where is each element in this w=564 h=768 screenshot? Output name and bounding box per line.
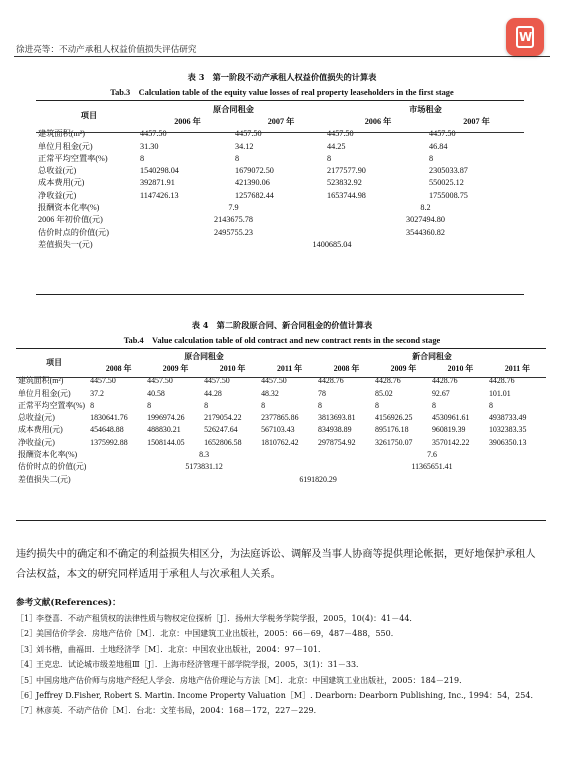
cell-value: 4938733.49 — [488, 413, 527, 423]
table-row — [18, 448, 546, 460]
row-label: 净收益(元) — [38, 190, 77, 200]
cell-value: 48.32 — [261, 388, 279, 398]
reference-number: ［3］ — [16, 644, 38, 654]
cell-value: 44.28 — [204, 388, 222, 398]
row-label: 正常平均空置率(%) — [38, 153, 108, 163]
cell-value: 78 — [318, 388, 326, 398]
table-row — [18, 399, 546, 411]
table-row — [38, 189, 524, 201]
cell-value: 454648.88 — [90, 425, 124, 435]
reference-number: ［1］ — [16, 614, 38, 623]
cell-value: 2179054.22 — [204, 413, 242, 423]
cell-value: 4457.50 — [261, 376, 287, 386]
table-row — [38, 128, 524, 140]
cell-value: 4457.50 — [90, 376, 116, 386]
merged-value: 3027494.80 — [406, 215, 445, 225]
references-list — [16, 611, 556, 719]
reference-number: ［2］ — [16, 629, 38, 639]
cell-value: 8 — [429, 153, 434, 163]
table4-bottom-rule — [16, 520, 546, 521]
cell-value: 834938.89 — [318, 425, 352, 435]
merged-value: 8.2 — [420, 203, 431, 213]
table4-caption-cn: 表 4 第二阶段原合同、新合同租金的价值计算表 — [191, 320, 373, 330]
cell-value: 85.02 — [375, 388, 393, 398]
reference-text: Jeffrey D.Fisher, Robert S. Martin. Income Property Valuation［M］. Dearborn: Dearborn Publishing, Inc., 1994：54，254． — [36, 691, 539, 701]
cell-value: 895176.18 — [375, 425, 409, 435]
cell-value: 550025.12 — [429, 178, 464, 188]
cell-value: 8 — [204, 400, 209, 410]
table3-year: 2006 年 — [364, 116, 392, 126]
table4-header-rule — [16, 377, 546, 378]
cell-value: 421390.06 — [235, 178, 270, 188]
table4-year: 2011 年 — [504, 363, 531, 373]
cell-value: 4457.50 — [204, 376, 230, 386]
row-label: 建筑面积(m²) — [38, 129, 86, 139]
body-paragraph: 违约损失中的确定和不确定的利益损失相区分，为法庭诉讼、调解及当事人协商等提供理论帐据，更好地保护承租人合法权益，本文的研究同样适用于承租人与次承租人关系。 — [16, 549, 536, 580]
table3-year: 2007 年 — [267, 116, 295, 126]
cell-value: 46.84 — [429, 141, 448, 151]
table-row — [38, 238, 524, 250]
cell-value: 4428.76 — [318, 376, 344, 386]
row-label: 报酬资本化率(%) — [38, 203, 100, 213]
cell-value: 526247.64 — [204, 425, 238, 435]
merged-value: 11365651.41 — [411, 462, 453, 472]
row-label: 单位月租金(元) — [18, 388, 71, 398]
cell-value: 92.67 — [431, 388, 450, 398]
table4-year: 2008 年 — [105, 363, 132, 373]
cell-value: 2978754.92 — [318, 437, 356, 447]
cell-value: 960819.39 — [431, 425, 466, 435]
cell-value: 8 — [488, 400, 493, 410]
cell-value: 1679072.50 — [235, 166, 274, 176]
cell-value: 2305033.87 — [429, 166, 468, 176]
table3-item-header: 项目 — [80, 110, 98, 120]
table4-top-rule — [16, 348, 546, 349]
table-row — [18, 387, 546, 399]
merged-value: 5173831.12 — [185, 462, 223, 472]
cell-value: 4156926.25 — [375, 413, 413, 423]
cell-value: 40.58 — [147, 388, 165, 398]
cell-value: 4428.76 — [375, 376, 401, 386]
table3-header-rule — [36, 132, 524, 133]
reference-item — [16, 657, 556, 672]
table3-caption-en: Tab.3 Calculation table of the equity value losses of real property leaseholders in the first stage — [110, 88, 454, 97]
diff-value: 6191820.29 — [299, 474, 337, 484]
table-row — [38, 140, 524, 152]
running-header: 徐进亮等：不动产承租人权益价值损失评估研究 — [16, 45, 197, 55]
table-row — [18, 424, 546, 436]
cell-value: 4530961.61 — [431, 413, 470, 423]
table4-year: 2011 年 — [276, 363, 303, 373]
cell-value: 8 — [140, 153, 145, 163]
row-label: 建筑面积(m²) — [18, 376, 64, 386]
cell-value: 1755008.75 — [429, 190, 468, 200]
table4-year: 2009 年 — [162, 363, 189, 373]
row-label: 成本费用(元) — [18, 425, 63, 435]
cell-value: 2377865.86 — [261, 413, 299, 423]
cell-value: 2177577.90 — [327, 166, 366, 176]
table4-group1: 原合同租金 — [184, 351, 224, 361]
cell-value: 1032383.35 — [488, 425, 527, 435]
cell-value: 8 — [375, 400, 379, 410]
row-label: 正常平均空置率(%) — [18, 400, 86, 410]
reference-item — [16, 673, 556, 688]
diff-label: 差值损失二(元) — [18, 474, 71, 484]
diff-label: 差值损失一(元) — [38, 239, 93, 249]
table3-group2: 市场租金 — [409, 104, 442, 114]
row-label: 净收益(元) — [18, 437, 55, 447]
cell-value: 8 — [147, 400, 152, 410]
cell-value: 4428.76 — [431, 376, 458, 386]
cell-value: 1147426.13 — [140, 190, 179, 200]
table3-group1: 原合同租金 — [213, 104, 254, 114]
reference-text: 中国房地产估价师与房地产经纪人学会．房地产估价理论与方法［M］．北京：中国建筑工业出版社，2005：184－219． — [36, 675, 468, 685]
row-label: 2006 年初价值(元) — [38, 215, 103, 225]
table4-item-header: 项目 — [46, 357, 62, 367]
row-label: 估价时点的价值(元) — [18, 462, 87, 472]
cell-value: 3570142.22 — [431, 437, 470, 447]
reference-item — [16, 611, 556, 626]
cell-value: 1540298.04 — [140, 166, 179, 176]
reference-text: 李登喜．不动产租赁权的法律性质与物权定位探析［J］．扬州大学税务学院学报，2005，10(4)：41－44． — [36, 614, 418, 623]
cell-value: 1653744.98 — [327, 190, 366, 200]
table-row — [38, 152, 524, 164]
table4-group2: 新合同租金 — [412, 351, 452, 361]
cell-value: 8 — [261, 400, 266, 410]
diff-value: 1400685.04 — [312, 239, 352, 249]
cell-value: 101.01 — [488, 388, 511, 398]
row-label: 报酬资本化率(%) — [18, 450, 78, 460]
reference-text: 王克忠．试论城市级差地租Ⅲ［J］．上海市经济管理干部学院学报，2005，3(1)：31－33． — [36, 660, 365, 670]
row-label: 总收益(元) — [18, 413, 55, 423]
cell-value: 8 — [235, 153, 240, 163]
merged-value: 3544360.82 — [406, 227, 445, 237]
cell-value: 1652806.58 — [204, 437, 242, 447]
cell-value: 1810762.42 — [261, 437, 299, 447]
reference-item — [16, 703, 556, 718]
table3-bottom-rule — [36, 294, 524, 295]
cell-value: 488830.21 — [147, 425, 181, 435]
table-row — [38, 164, 524, 176]
cell-value: 8 — [318, 400, 322, 410]
row-label: 估价时点的价值(元) — [38, 227, 109, 237]
reference-text: 刘书楷，曲福田．土地经济学［M］．北京：中国农业出版社，2004：97－101． — [36, 644, 326, 654]
merged-value: 2143675.78 — [214, 215, 253, 225]
cell-value: 1375992.88 — [90, 437, 128, 447]
row-label: 总收益(元) — [38, 166, 77, 176]
cell-value: 4457.50 — [140, 129, 167, 139]
header-rule — [14, 56, 550, 57]
table4 — [18, 350, 546, 485]
table-row — [18, 411, 546, 423]
table-row — [38, 201, 524, 213]
table4-year: 2010 年 — [219, 363, 246, 373]
cell-value: 3261750.07 — [375, 437, 413, 447]
table-row — [38, 226, 524, 238]
cell-value: 37.2 — [90, 388, 104, 398]
cell-value: 523832.92 — [327, 178, 362, 188]
reference-number: ［4］ — [16, 660, 38, 670]
table4-year: 2010 年 — [447, 363, 474, 373]
reference-text: 林彦英．不动产估价［M］．台北：文笙书局，2004：168－172，227－229． — [36, 706, 322, 716]
table-row — [18, 436, 546, 448]
reference-text: 美国估价学会．房地产估价［M］．北京：中国建筑工业出版社，2005：66－69，487－488，550． — [36, 629, 399, 639]
reference-item — [16, 626, 556, 641]
cell-value: 1508144.05 — [147, 437, 185, 447]
w-document-icon[interactable]: W — [506, 18, 544, 56]
table3-top-rule — [36, 100, 524, 101]
row-label: 单位月租金(元) — [38, 141, 93, 151]
table3-caption-cn: 表 3 第一阶段不动产承租人权益价值损失的计算表 — [187, 72, 377, 82]
cell-value: 8 — [90, 400, 95, 410]
row-label: 成本费用(元) — [38, 178, 85, 188]
reference-number: ［6］ — [16, 691, 38, 701]
cell-value: 31.30 — [140, 141, 159, 151]
cell-value: 4428.76 — [488, 376, 515, 386]
table-row — [38, 214, 524, 226]
merged-value: 7.6 — [427, 450, 437, 460]
table4-year: 2008 年 — [333, 363, 360, 373]
cell-value: 8 — [431, 400, 436, 410]
table3-year: 2007 年 — [463, 116, 490, 126]
cell-value: 3906350.13 — [488, 437, 527, 447]
cell-value: 1996974.26 — [147, 413, 185, 423]
reference-number: ［5］ — [16, 675, 38, 685]
cell-value: 4457.50 — [147, 376, 173, 386]
cell-value: 34.12 — [235, 141, 254, 151]
cell-value: 392871.91 — [140, 178, 175, 188]
table3-year: 2006 年 — [174, 116, 201, 126]
merged-value: 7.9 — [228, 203, 239, 213]
cell-value: 44.25 — [327, 141, 346, 151]
cell-value: 4457.50 — [327, 129, 354, 139]
reference-item — [16, 642, 556, 657]
table4-caption-en: Tab.4 Value calculation table of old contract and new contract rents in the second stage — [123, 336, 441, 345]
table-row — [18, 473, 546, 485]
cell-value: 4457.50 — [235, 129, 262, 139]
cell-value: 8 — [327, 153, 332, 163]
table-row — [38, 177, 524, 189]
cell-value: 3813693.81 — [318, 413, 356, 423]
table3 — [38, 103, 524, 251]
reference-number: ［7］ — [16, 706, 38, 716]
cell-value: 567103.43 — [261, 425, 295, 435]
cell-value: 4457.50 — [429, 129, 456, 139]
table4-year: 2009 年 — [390, 363, 417, 373]
cell-value: 1830641.76 — [90, 413, 128, 423]
merged-value: 8.3 — [199, 450, 210, 460]
cell-value: 1257682.44 — [235, 190, 274, 200]
references-title: 参考文献(References)： — [16, 598, 121, 608]
merged-value: 2495755.23 — [214, 227, 253, 237]
table-row — [18, 461, 546, 473]
reference-item — [16, 688, 556, 703]
